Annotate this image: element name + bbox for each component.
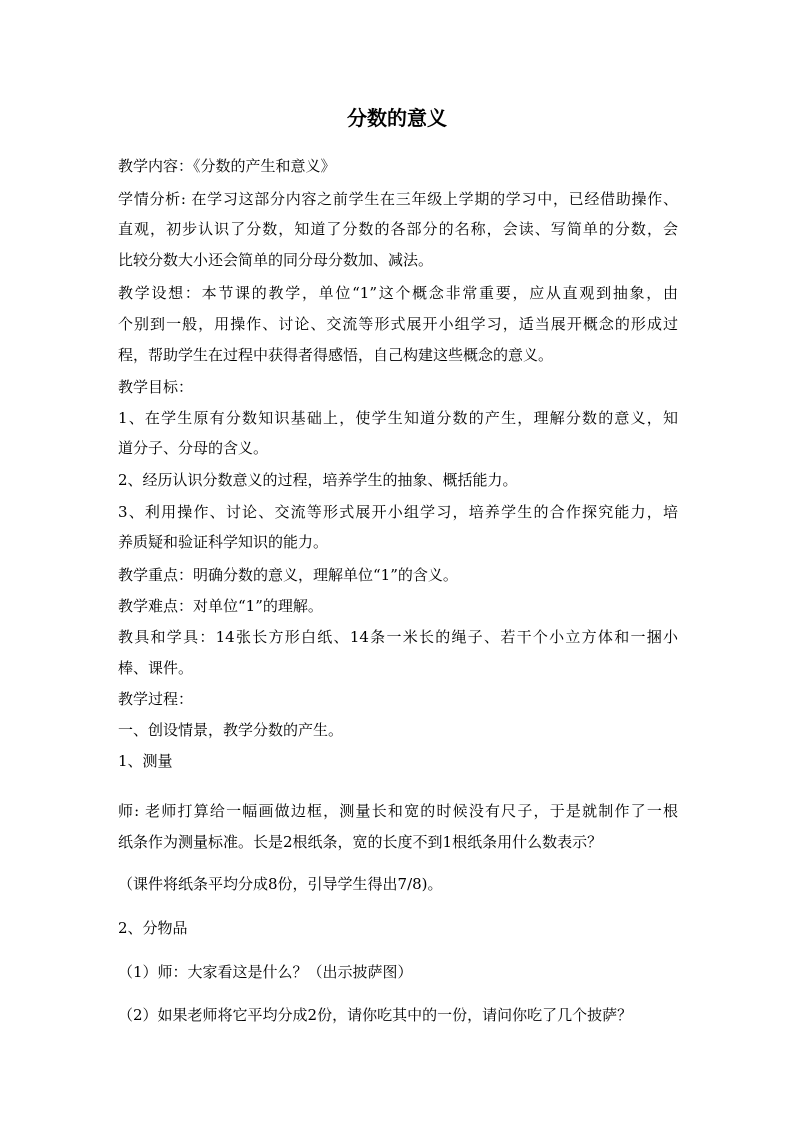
- step-2-line: （2）如果老师将它平均分成2份，请你吃其中的一份，请问你吃了几个披萨？: [118, 1006, 633, 1024]
- teacher-line-1: 师: 老师打算给一幅画做边框，测量长和宽的时候没有尺子，于是就制作了一根: [118, 802, 678, 820]
- process-heading: 教学过程：: [118, 690, 194, 708]
- step-1-line: （1）师：大家看这是什么？（出示披萨图）: [118, 963, 413, 981]
- analysis-line-1: 学情分析: 在学习这部分内容之前学生在三年级上学期的学习中，已经借助操作、: [118, 190, 678, 208]
- analysis-line-3: 比较分数大小还会简单的同分母分数加、减法。: [118, 251, 434, 269]
- subsection-share: 2、分物品: [118, 919, 188, 937]
- objectives-heading: 教学目标：: [118, 378, 194, 396]
- section-1-heading: 一、创设情景，教学分数的产生。: [118, 721, 344, 739]
- materials-line-2: 棒、课件。: [118, 659, 194, 677]
- teaching-content-line: 教学内容：《分数的产生和意义》: [118, 157, 336, 175]
- design-line-3: 程，帮助学生在过程中获得者得感悟，自己构建这些概念的意义。: [118, 346, 554, 364]
- objective-2-line: 2、经历认识分数意义的过程，培养学生的抽象、概括能力。: [118, 471, 518, 489]
- design-line-2: 个别到一般，用操作、讨论、交流等形式展开小组学习，适当展开概念的形成过: [118, 315, 678, 333]
- objective-3-line-2: 养质疑和验证科学知识的能力。: [118, 533, 329, 551]
- objective-3-line-1: 3、利用操作、讨论、交流等形式展开小组学习，培养学生的合作探究能力，培: [118, 503, 678, 521]
- objective-1-line-1: 1、在学生原有分数知识基础上，使学生知道分数的产生，理解分数的意义，知: [118, 409, 678, 427]
- teacher-line-2: 纸条作为测量标准。长是2根纸条，宽的长度不到1根纸条用什么数表示？: [118, 833, 603, 851]
- design-line-1: 教学设想：本节课的教学，单位“1”这个概念非常重要，应从直观到抽象，由: [118, 284, 678, 302]
- document-title: 分数的意义: [347, 106, 447, 130]
- difficulty-line: 教学难点：对单位“1”的理解。: [118, 597, 323, 615]
- subsection-measure: 1、测量: [118, 752, 173, 770]
- analysis-line-2: 直观，初步认识了分数，知道了分数的各部分的名称，会读、写简单的分数，会: [118, 220, 678, 238]
- courseware-note: （课件将纸条平均分成8份，引导学生得出7/8)。: [118, 875, 443, 893]
- objective-1-line-2: 道分子、分母的含义。: [118, 439, 269, 457]
- materials-line-1: 教具和学具：14张长方形白纸、14条一米长的绳子、若干个小立方体和一捆小: [118, 628, 678, 646]
- key-point-line: 教学重点：明确分数的意义，理解单位“1”的含义。: [118, 566, 458, 584]
